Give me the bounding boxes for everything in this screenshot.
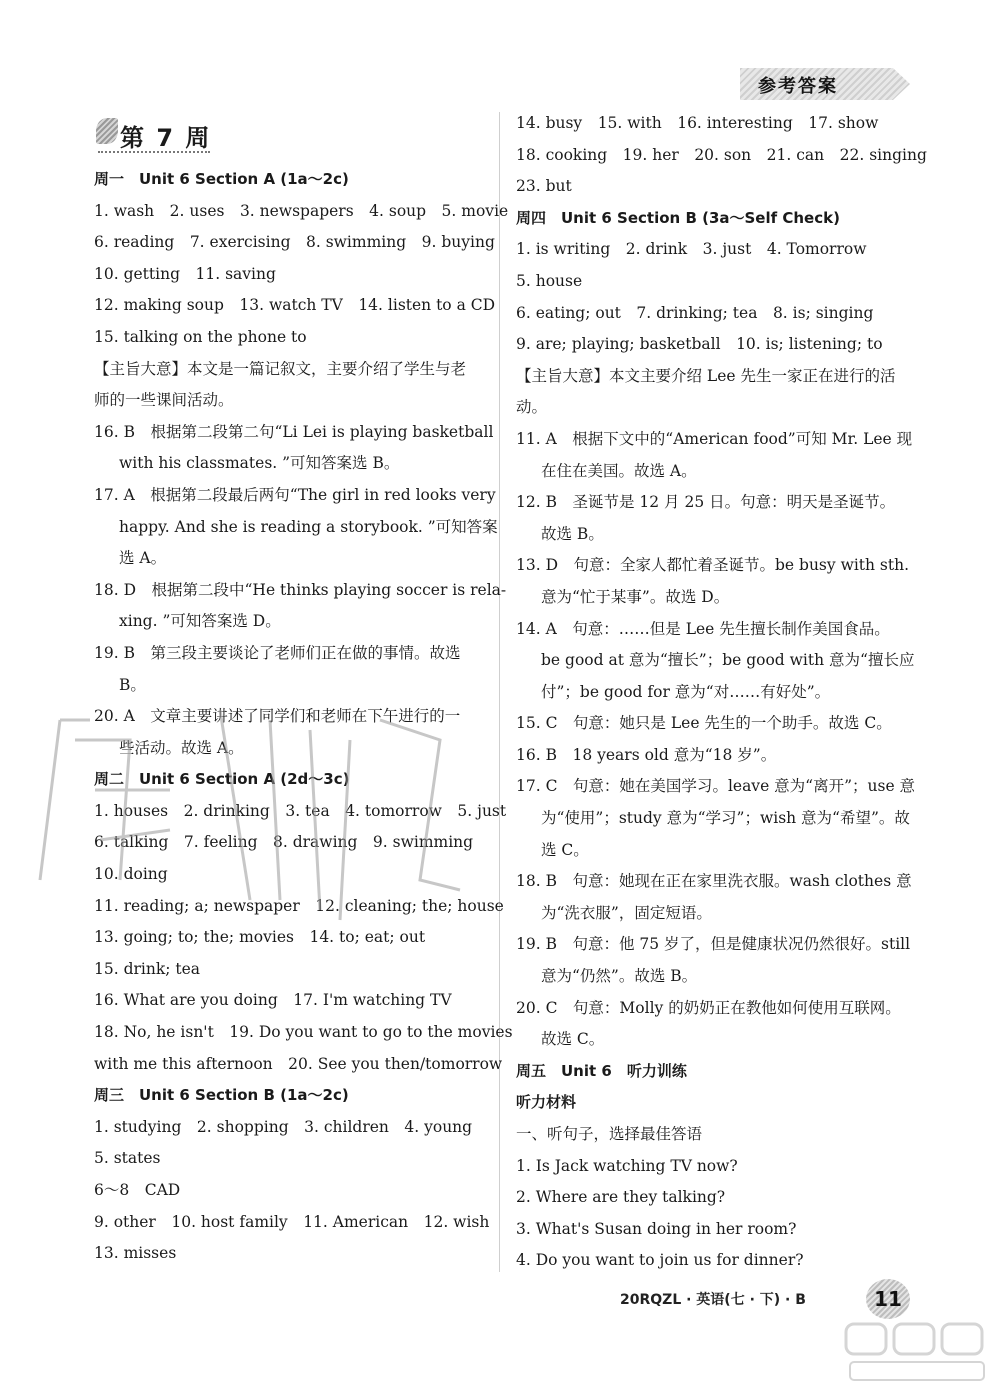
text-line: 18. B 句意：她现在正在家里洗衣服。wash clothes 意 (516, 872, 912, 891)
text-line: 20. C 句意：Molly 的奶奶正在教他如何使用互联网。 (516, 998, 901, 1017)
text-line: 12. B 圣诞节是 12 月 25 日。句意：明天是圣诞节。 (516, 493, 896, 512)
text-line: 意为“忙于某事”。故选 D。 (541, 587, 730, 606)
text-line: 选 C。 (541, 840, 589, 859)
text-line: 【主旨大意】本文主要介绍 Lee 先生一家正在进行的活 (516, 366, 896, 385)
text-line: 故选 B。 (541, 524, 604, 543)
faint-stamp-overlay (20, 680, 490, 940)
text-line: 9. other 10. host family 11. American 12. wish (94, 1212, 490, 1231)
text-line: 听力材料 (516, 1093, 577, 1112)
text-line: 9. are; playing; basketball 10. is; listening; to (516, 335, 883, 354)
text-line: 6. eating; out 7. drinking; tea 8. is; singing (516, 303, 874, 322)
text-line: 10. doing (94, 865, 168, 884)
text-line: 18. cooking 19. her 20. son 21. can 22. singing (516, 145, 927, 164)
text-line: 6. talking 7. feeling 8. drawing 9. swimming (94, 833, 474, 852)
text-line: 些活动。故选 A。 (119, 738, 244, 757)
text-line: 10. getting 11. saving (94, 264, 276, 283)
text-line: 18. No, he isn't 19. Do you want to go to the movies (94, 1023, 513, 1042)
right-column (516, 108, 927, 1277)
text-line: 13. misses (94, 1244, 177, 1263)
text-line: with me this afternoon 20. See you then/tomorrow (94, 1054, 503, 1073)
text-line: 14. busy 15. with 16. interesting 17. show (516, 114, 879, 132)
text-line: 【主旨大意】本文是一篇记叙文，主要介绍了学生与老 (94, 359, 467, 378)
text-line: 动。 (516, 398, 548, 417)
week-title-underline (98, 151, 210, 153)
text-line: 1. studying 2. shopping 3. children 4. young (94, 1117, 473, 1136)
text-line: 6. reading 7. exercising 8. swimming 9. buying (94, 233, 495, 252)
text-line: 13. D 句意：全家人都忙着圣诞节。be busy with sth. (516, 556, 910, 575)
text-line: happy. And she is reading a storybook. ”可知答案 (119, 517, 498, 536)
text-line: 13. going; to; the; movies 14. to; eat; out (94, 928, 426, 947)
text-line: 11. reading; a; newspaper 12. cleaning; the; house (94, 896, 504, 915)
text-line: 为“使用”；study 意为“学习”；wish 意为“希望”。故 (541, 809, 910, 828)
text-line: 1. is writing 2. drink 3. just 4. Tomorrow (516, 240, 867, 259)
text-line: 一、听句子，选择最佳答语 (516, 1125, 703, 1143)
text-line: 1. houses 2. drinking 3. tea 4. tomorrow 5. just (94, 801, 507, 820)
text-line: xing. ”可知答案选 D。 (119, 612, 281, 631)
text-line: 17. C 句意：她在美国学习。leave 意为“离开”；use 意 (516, 777, 916, 796)
text-line: 付”；be good for 意为“对……有好处”。 (541, 682, 831, 701)
text-line: 15. drink; tea (94, 959, 201, 978)
text-line: be good at 意为“擅长”；be good with 意为“擅长应 (541, 651, 915, 670)
text-line: 周五 Unit 6 听力训练 (516, 1061, 687, 1080)
watermark-logo (842, 1318, 992, 1386)
text-line: 故选 C。 (541, 1030, 605, 1049)
text-line: 15. talking on the phone to (94, 327, 307, 346)
text-line: 20. A 文章主要讲述了同学们和老师在下午进行的一 (94, 707, 461, 726)
text-line: 12. making soup 13. watch TV 14. listen to a CD (94, 296, 496, 315)
text-line: 11. A 根据下文中的“American food”可知 Mr. Lee 现 (516, 429, 913, 448)
text-line: 5. house (516, 271, 583, 290)
page-number-badge (866, 1279, 910, 1319)
text-line: 周三 Unit 6 Section B (1a～2c) (94, 1086, 349, 1105)
page-number: 11 (874, 1287, 902, 1311)
text-line: 15. C 句意：她只是 Lee 先生的一个助手。故选 C。 (516, 714, 892, 733)
text-line: 1. wash 2. uses 3. newspapers 4. soup 5. movie (94, 201, 509, 220)
week-marker-icon (96, 118, 118, 144)
text-line: 19. B 第三段主要谈论了老师们正在做的事情。故选 (94, 643, 461, 662)
text-line: 周四 Unit 6 Section B (3a～Self Check) (516, 208, 840, 227)
text-line: 23. but (516, 177, 572, 196)
text-line: 为“洗衣服”，固定短语。 (541, 903, 712, 922)
text-line: with his classmates. ”可知答案选 B。 (119, 454, 400, 473)
text-line: 17. A 根据第二段最后两句“The girl in red looks very (94, 485, 496, 504)
text-line: 1. Is Jack watching TV now? (516, 1156, 738, 1175)
text-line: 5. states (94, 1149, 161, 1168)
text-line: 16. B 根据第二段第二句“Li Lei is playing basketball (94, 422, 494, 441)
text-line: 周二 Unit 6 Section A (2d～3c) (94, 770, 350, 789)
column-divider (499, 112, 500, 1272)
text-line: 19. B 句意：他 75 岁了，但是健康状况仍然很好。still (516, 935, 911, 954)
text-line: B。 (119, 675, 146, 694)
text-line: 师的一些课间活动。 (94, 391, 234, 410)
text-line: 14. A 句意：……但是 Lee 先生擅长制作美国食品。 (516, 619, 890, 638)
text-line: 周一 Unit 6 Section A (1a～2c) (94, 170, 349, 188)
text-line: 4. Do you want to join us for dinner? (516, 1251, 804, 1270)
text-line: 3. What's Susan doing in her room? (516, 1219, 797, 1238)
text-line: 意为“仍然”。故选 B。 (541, 967, 698, 986)
section-header-title: 参考答案 (758, 76, 838, 97)
text-line: 18. D 根据第二段中“He thinks playing soccer is rela- (94, 580, 507, 599)
text-line: 16. What are you doing 17. I'm watching TV (94, 991, 452, 1010)
footer-book-code: 20RQZL · 英语(七 · 下) · B (620, 1292, 806, 1308)
text-line: 2. Where are they talking? (516, 1188, 726, 1207)
text-line: 16. B 18 years old 意为“18 岁”。 (516, 745, 777, 764)
text-line: 在住在美国。故选 A。 (541, 461, 697, 480)
text-line: 6～8 CAD (94, 1181, 181, 1199)
text-line: 选 A。 (119, 549, 167, 568)
week-title: 第 7 周 (120, 124, 212, 152)
